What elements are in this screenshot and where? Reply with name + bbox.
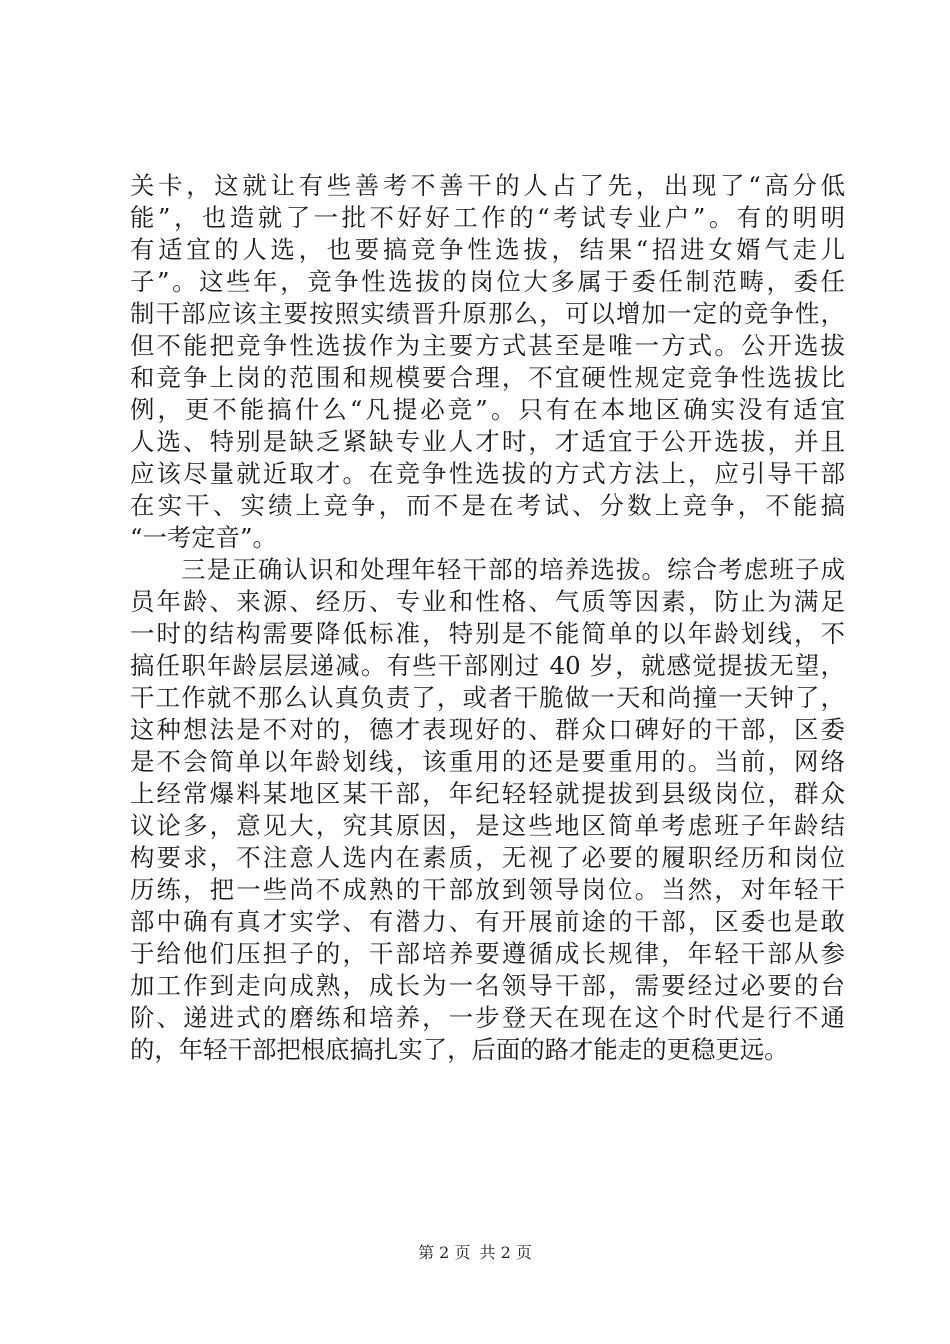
text-line: 阶、递进式的磨练和培养，一步登天在现在这个时代是行不通 (130, 1003, 845, 1032)
text-line: 人选、特别是缺乏紧缺专业人才时，才适宜于公开选拔，并且 (130, 427, 845, 456)
text-line: 一时的结构需要降低标准，特别是不能简单的以年龄划线，不 (130, 619, 845, 648)
paragraph-end-line: “一考定音”。 (130, 523, 277, 552)
text-line: 员年龄、来源、经历、专业和性格、气质等因素，防止为满足 (130, 587, 845, 616)
text-line: 但不能把竞争性选拔作为主要方式甚至是唯一方式。公开选拔 (130, 331, 845, 360)
text-line: 在实干、实绩上竞争，而不是在考试、分数上竞争，不能搞 (130, 491, 845, 520)
text-line: 例，更不能搞什么“凡提必竞”。只有在本地区确实没有适宜 (130, 395, 845, 424)
text-line: 这种想法是不对的，德才表现好的、群众口碑好的干部，区委 (130, 715, 845, 744)
text-line: 构要求，不注意人选内在素质，无视了必要的履职经历和岗位 (130, 843, 845, 872)
text-line: 干工作就不那么认真负责了，或者干脆做一天和尚撞一天钟了， (130, 683, 845, 712)
text-line: 和竞争上岗的范围和规模要合理，不宜硬性规定竞争性选拔比 (130, 363, 845, 392)
body-text (130, 170, 845, 1066)
text-line: 三是正确认识和处理年轻干部的培养选拔。综合考虑班子成 (130, 555, 845, 584)
text-line: 上经常爆料某地区某干部，年纪轻轻就提拔到县级岗位，群众 (130, 779, 845, 808)
text-line: 有适宜的人选，也要搞竞争性选拔，结果“招进女婿气走儿 (130, 235, 845, 264)
text-line: 加工作到走向成熟，成长为一名领导干部，需要经过必要的台 (130, 971, 845, 1000)
text-line: 于给他们压担子的，干部培养要遵循成长规律，年轻干部从参 (130, 939, 845, 968)
text-line: 搞任职年龄层层递减。有些干部刚过 40 岁，就感觉提拔无望， (130, 651, 845, 680)
text-line: 子”。这些年，竞争性选拔的岗位大多属于委任制范畴，委任 (130, 267, 845, 296)
text-line: 应该尽量就近取才。在竞争性选拔的方式方法上，应引导干部 (130, 459, 845, 488)
text-line: 部中确有真才实学、有潜力、有开展前途的干部，区委也是敢 (130, 907, 845, 936)
text-line: 制干部应该主要按照实绩晋升原那么，可以增加一定的竞争性， (130, 299, 845, 328)
page-number: 第 2 页 (418, 1243, 471, 1262)
text-line: 能”，也造就了一批不好好工作的“考试专业户”。有的明明 (130, 203, 845, 232)
text-line: 关卡，这就让有些善考不善干的人占了先，出现了“高分低 (130, 171, 845, 200)
text-line: 历练，把一些尚不成熟的干部放到领导岗位。当然，对年轻干 (130, 875, 845, 904)
paragraph-end-line: 的，年轻干部把根底搞扎实了，后面的路才能走的更稳更远。 (130, 1035, 789, 1064)
page-total: 共 2 页 (479, 1243, 532, 1262)
page-footer (0, 1243, 950, 1263)
text-line: 是不会简单以年龄划线，该重用的还是要重用的。当前，网络 (130, 747, 845, 776)
text-line: 议论多，意见大，究其原因，是这些地区简单考虑班子年龄结 (130, 811, 845, 840)
